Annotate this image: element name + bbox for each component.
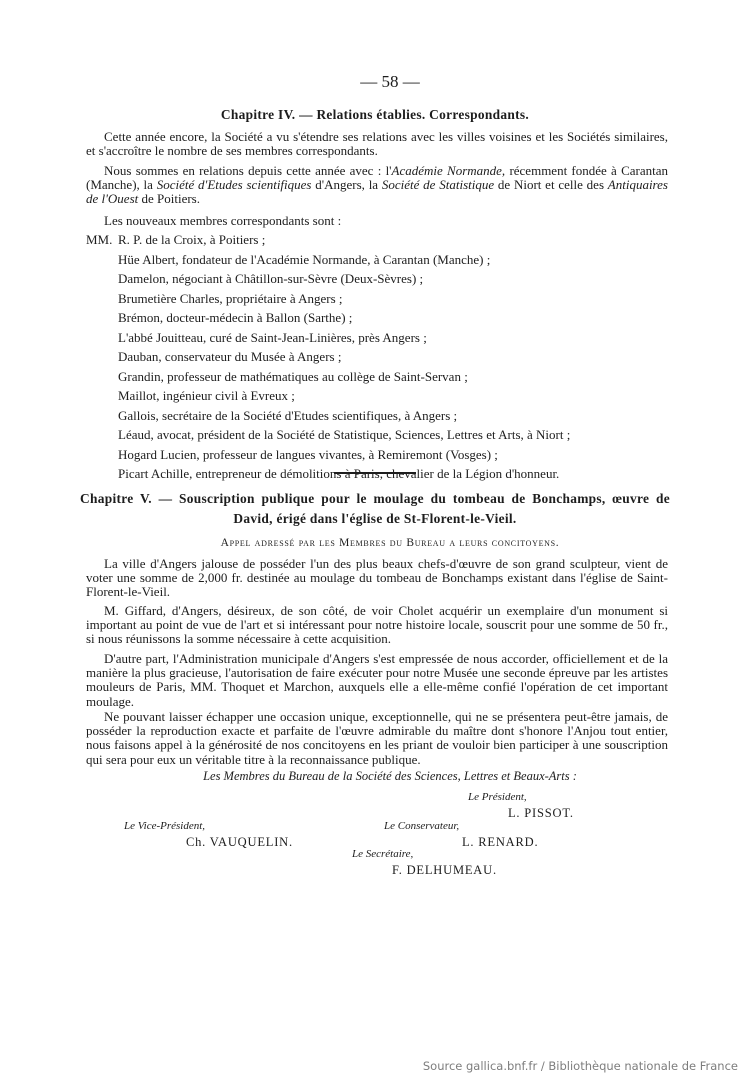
chapter-5-paragraph-3: D'autre part, l'Administration municipale d'Angers s'est empressée de nous accorder, officiellement et de la manière la plus gracieuse, l'autorisation de faire exécuter pour notre Musée une seconde épreuve par les artistes mouleurs de Paris, MM. Thoquet et Marchon, auxquels elle a elle-même confié l'opération de cet important moulage. — [86, 651, 668, 709]
member-entry: Brémon, docteur-médecin à Ballon (Sarthe) ; — [118, 310, 353, 325]
chapter-5-paragraph-4: Ne pouvant laisser échapper une occasion unique, exceptionnelle, qui ne se présentera peut-être jamais, de posséder la reproduction exacte et parfaite de l'œuvre admirable du maître dont s'honore l'Anjou tout entier, nous faisons appel à la générosité de nos concitoyens en les priant de vouloir bien participer à une souscription qui sera pour eux un véritable titre à la reconnaissance publique. — [86, 709, 668, 767]
chapter-5-heading: Chapitre V. — Souscription publique pour le moulage du tombeau de Bonchamps, œuvre de David, érigé dans l'église de St-Florent-le-Vieil. — [80, 491, 670, 526]
bureau-credit: Les Membres du Bureau de la Société des Sciences, Lettres et Beaux-Arts : — [203, 769, 577, 783]
president-role: Le Président, — [468, 791, 527, 803]
chapter-4-paragraph-1: Cette année encore, la Société a vu s'étendre ses relations avec les villes voisines et les Sociétés similaires, et s'accroître le nombre de ses membres correspondants. — [86, 129, 668, 159]
list-item — [86, 250, 676, 270]
chapter-5-paragraph-2: M. Giffard, d'Angers, désireux, de son côté, de voir Cholet acquérir un exemplaire d'un monument si important au point de vue de l'art et si intéressant pour notre histoire locale, souscrit pour une somme de 50 fr., si nous réunissons la somme nécessaire à cette acquisition. — [86, 603, 668, 647]
list-item — [86, 328, 676, 348]
societe-etudes-scientifiques: Société d'Etudes scientifiques — [156, 177, 312, 193]
secretaire-name: F. DELHUMEAU. — [392, 863, 497, 877]
member-entry: Brumetière Charles, propriétaire à Angers ; — [118, 290, 343, 306]
list-item — [86, 386, 676, 406]
list-item — [86, 308, 676, 328]
list-item — [86, 347, 676, 367]
section-divider — [334, 472, 416, 474]
academie-normande: Académie Normande, — [391, 163, 506, 178]
member-entry: Picart Achille, entrepreneur de démolitions à Paris, chevalier de la Légion d'honneur. — [118, 466, 560, 481]
list-item — [86, 367, 676, 387]
chapter-5-paragraph-1: La ville d'Angers jalouse de posséder l'un des plus beaux chefs-d'œuvre de son grand sculpteur, vient de voter une somme de 2,000 fr. destinée au moulage du tombeau de Bonchamps existant dans l'église de Saint-Florent-le-Vieil. — [86, 556, 668, 600]
member-entry: R. P. de la Croix, à Poitiers ; — [118, 232, 266, 247]
p2-text-5: de Poitiers. — [138, 191, 200, 207]
list-item — [86, 425, 676, 445]
member-entry: Hogard Lucien, professeur de langues vivantes, à Remiremont (Vosges) ; — [118, 446, 498, 462]
vice-president-name: Ch. VAUQUELIN. — [186, 835, 293, 849]
antiquaires-ouest: Antiquaires de l'Ouest — [86, 177, 668, 207]
president-name: L. PISSOT. — [508, 806, 574, 820]
member-entry: L'abbé Jouitteau, curé de Saint-Jean-Linières, près Angers ; — [118, 329, 427, 345]
conservateur-name: L. RENARD. — [462, 835, 539, 849]
list-item — [86, 445, 676, 465]
p2-text-1: Nous sommes en relations depuis cette année avec : l' — [104, 163, 392, 178]
list-item — [86, 269, 676, 289]
vice-president-role: Le Vice-Président, — [124, 820, 206, 832]
chapter-4-paragraph-3: Les nouveaux membres correspondants sont : — [104, 213, 342, 228]
p2-text-3: d'Angers, la — [311, 177, 382, 193]
source-footer: Source gallica.bnf.fr / Bibliothèque nationale de France — [422, 1059, 738, 1073]
chapter-4-heading: Chapitre IV. — Relations établies. Correspondants. — [220, 107, 530, 122]
mm-label: MM. — [86, 232, 113, 247]
secretaire-role: Le Secrétaire, — [352, 848, 414, 860]
member-entry: Dauban, conservateur du Musée à Angers ; — [118, 349, 342, 364]
member-entry: Gallois, secrétaire de la Société d'Etudes scientifiques, à Angers ; — [118, 407, 458, 423]
p2-text-4: de Niort et celle des — [494, 177, 608, 193]
list-item — [86, 230, 676, 250]
societe-statistique: Société de Statistique — [381, 177, 495, 193]
conservateur-role: Le Conservateur, — [384, 820, 460, 832]
members-list — [86, 230, 676, 484]
member-entry: Léaud, avocat, président de la Société de Statistique, Sciences, Lettres et Arts, à Niort ; — [118, 427, 571, 442]
page-number: — 58 — — [360, 72, 420, 91]
list-item — [86, 406, 676, 426]
chapter-4-paragraph-2 — [86, 164, 668, 207]
appeal-subtitle: Appel adressé par les Membres du Bureau a leurs concitoyens. — [220, 537, 560, 549]
member-entry: Hüe Albert, fondateur de l'Académie Normande, à Carantan (Manche) ; — [118, 251, 491, 267]
member-entry: Grandin, professeur de mathématiques au collège de Saint-Servan ; — [118, 368, 468, 384]
member-entry: Damelon, négociant à Châtillon-sur-Sèvre (Deux-Sèvres) ; — [118, 271, 424, 286]
member-entry: Maillot, ingénieur civil à Evreux ; — [118, 388, 295, 403]
p2-text-2: récemment fondée à Carantan (Manche), la — [86, 163, 669, 193]
list-item — [86, 289, 676, 309]
